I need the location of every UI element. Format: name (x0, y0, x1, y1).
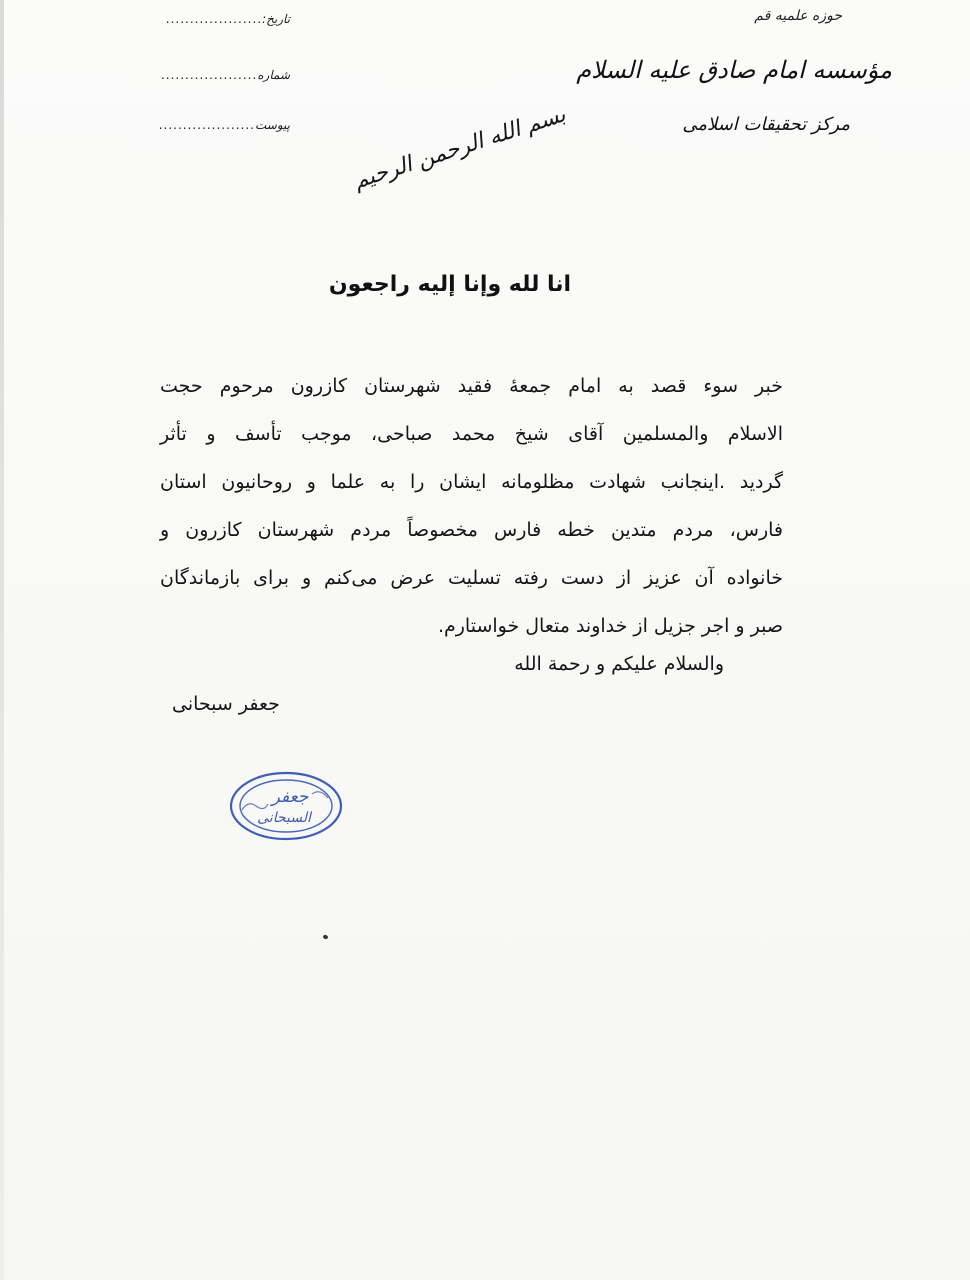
signer-name: جعفر سبحانی (172, 693, 280, 715)
attachment-field (159, 118, 290, 132)
letter-heading: انا لله وإنا إليه راجعون (328, 272, 572, 297)
closing-salutation: والسلام علیکم و رحمة الله (514, 653, 724, 675)
number-label: شماره (257, 68, 290, 82)
seal-bottom-text: السبحانی (257, 810, 311, 826)
body-line: الاسلام والمسلمین آقای شیخ محمد صباحی، موجب تأسف و تأثر (160, 423, 783, 445)
number-blank: .................... (160, 68, 258, 82)
letter-body (160, 362, 783, 650)
date-blank: .................... (165, 12, 263, 26)
body-line: گردید .اینجانب شهادت مظلومانه ایشان را به علما و روحانیون استان (160, 471, 783, 493)
letterhead-center: مرکز تحقیقات اسلامی (682, 114, 850, 135)
date-label: تاریخ: (262, 12, 290, 26)
body-line: خانواده آن عزیز از دست رفته تسلیت عرض می‌کنم و برای بازماندگان (160, 567, 783, 589)
seal-top-text: جعفر (271, 787, 309, 807)
date-field (166, 12, 290, 26)
ink-speck (322, 934, 328, 939)
number-field (161, 68, 290, 82)
letterhead-seminary: حوزه علمیه قم (754, 8, 842, 24)
letterhead-institute: مؤسسه امام صادق علیه السلام (576, 56, 892, 84)
body-line: خبر سوء قصد به امام جمعهٔ فقید شهرستان کازرون مرحوم حجت (160, 375, 783, 397)
attachment-blank: .................... (158, 118, 255, 132)
basmala-text: بسم الله الرحمن الرحیم (350, 102, 569, 195)
seal-icon (228, 770, 344, 842)
basmala-calligraphy (350, 102, 570, 195)
seal-stamp (228, 770, 344, 842)
body-line: فارس، مردم متدین خطه فارس مخصوصاً مردم شهرستان کازرون و (160, 519, 783, 541)
attachment-label: پیوست (255, 118, 290, 132)
body-line: صبر و اجر جزیل از خداوند متعال خواستارم. (437, 615, 783, 637)
